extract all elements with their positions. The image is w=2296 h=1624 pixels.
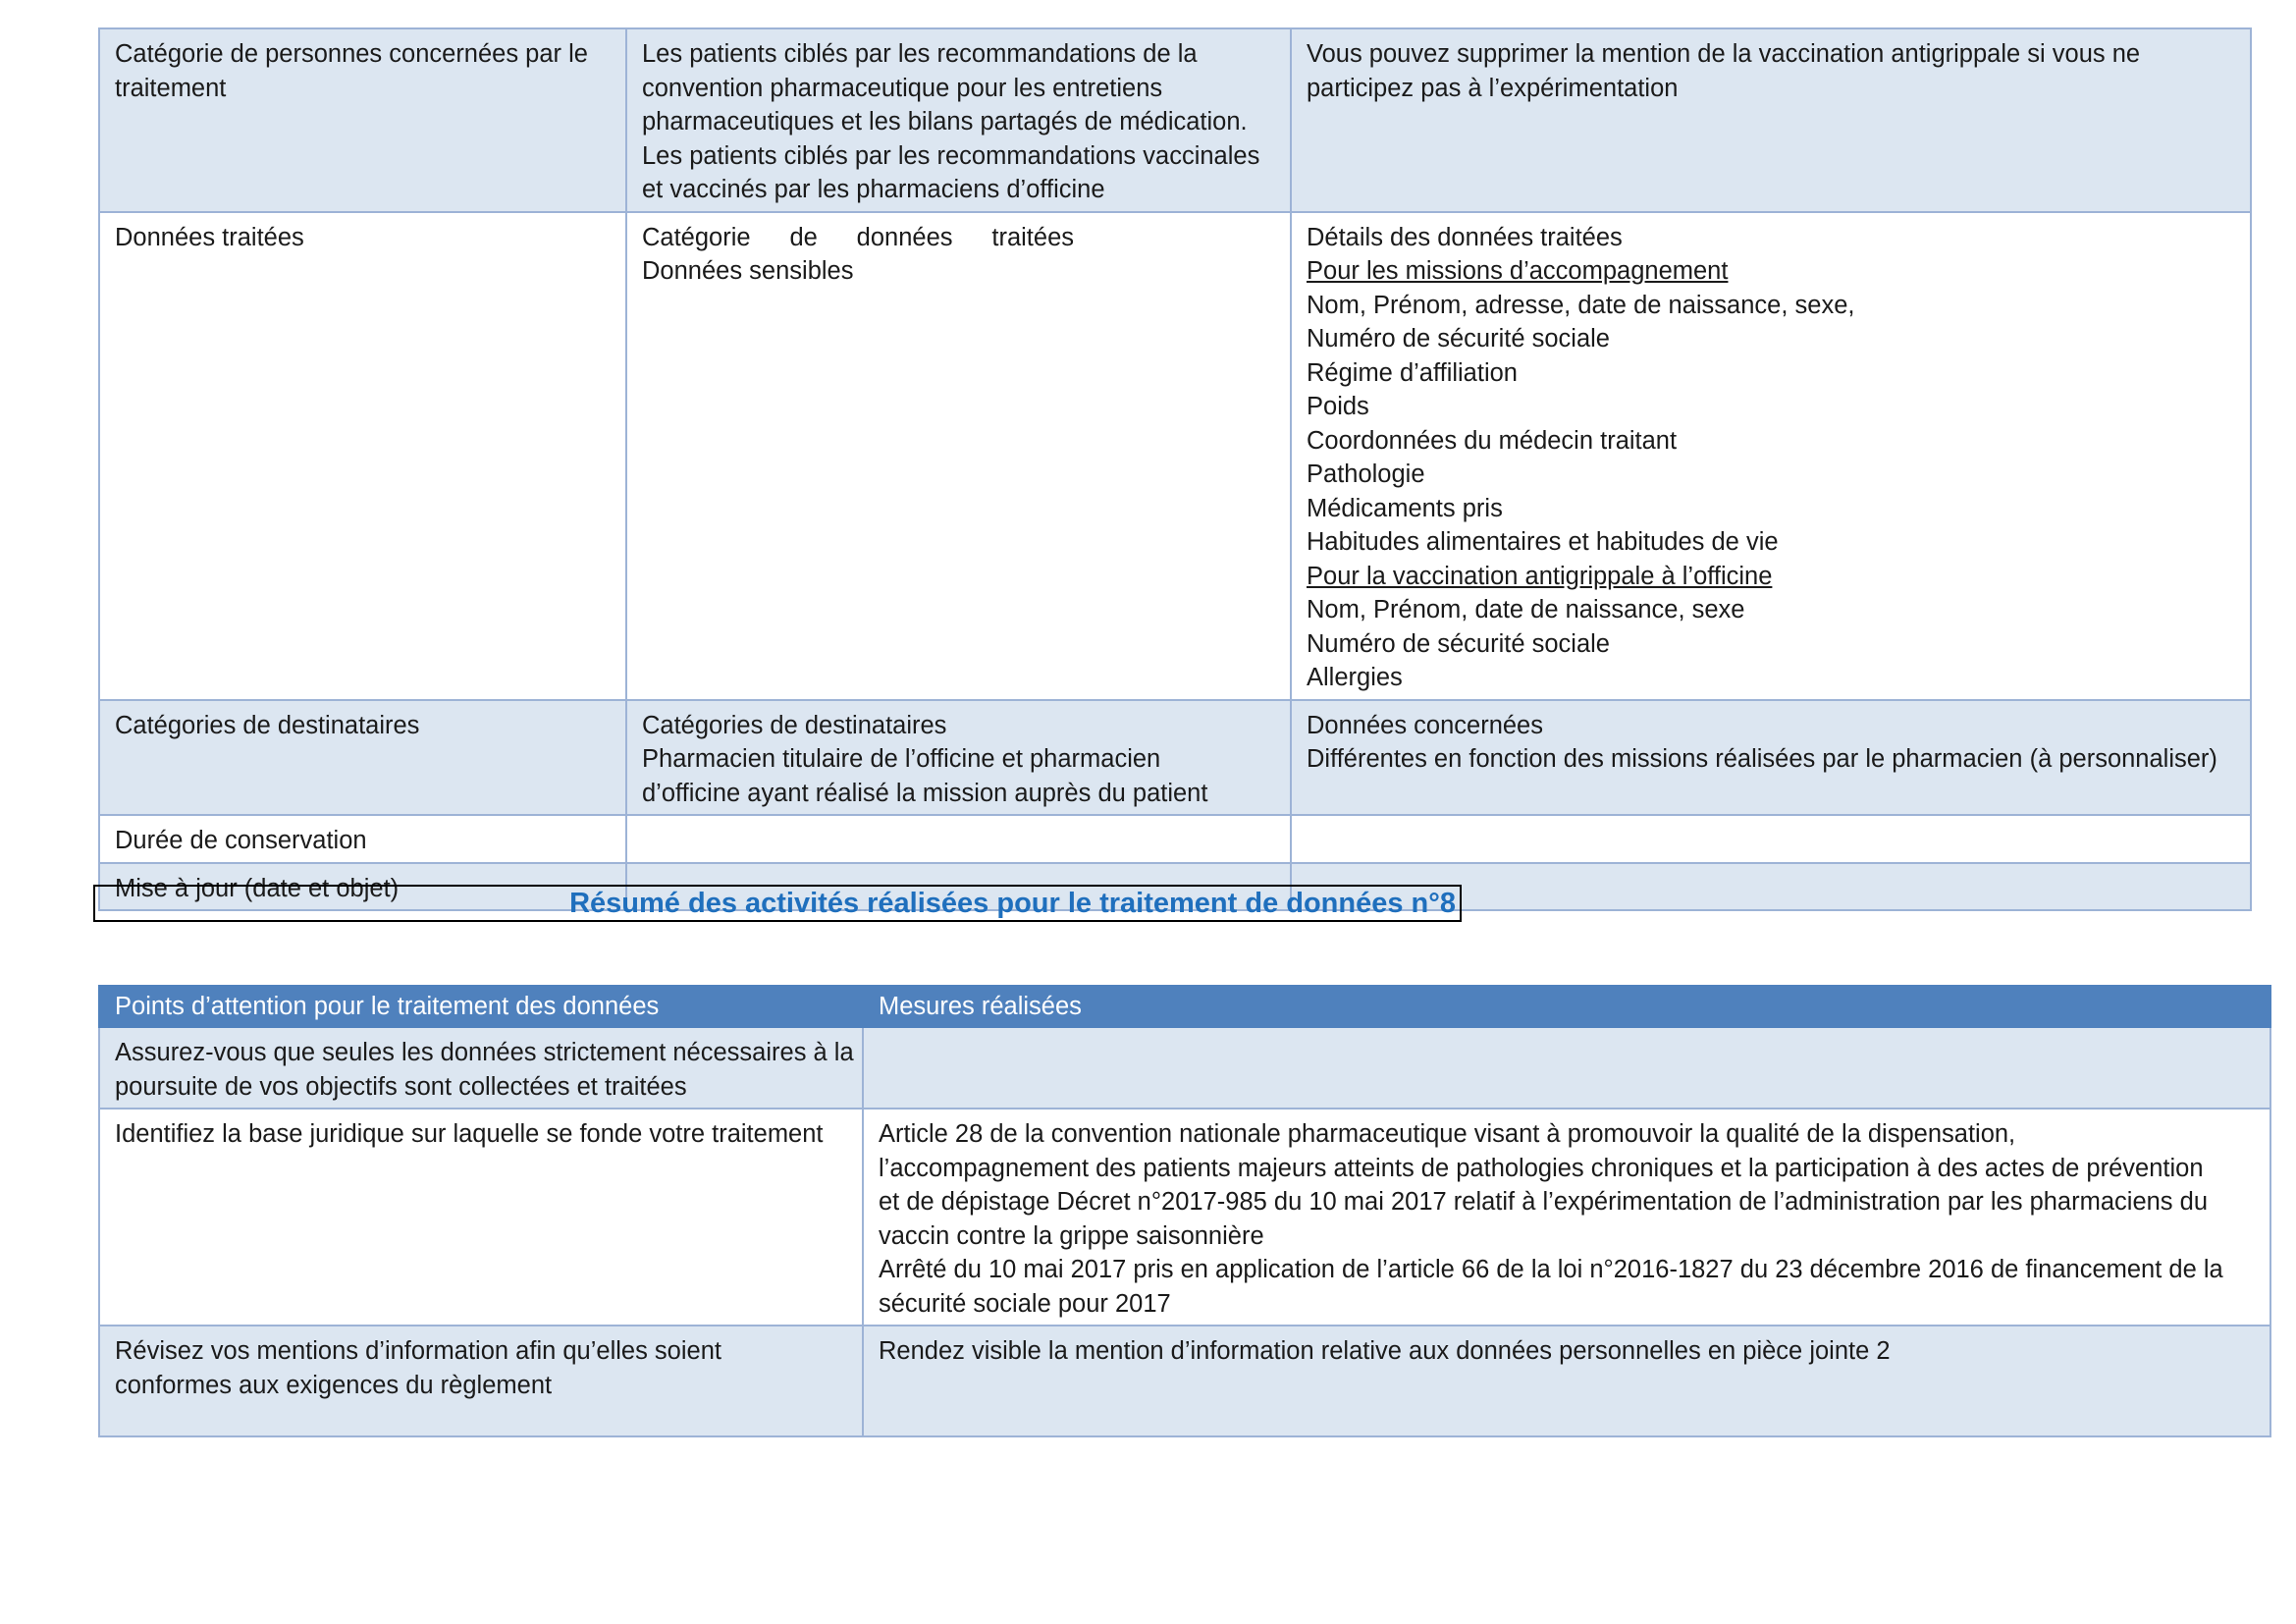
left-cell xyxy=(99,1109,863,1326)
text-line: Allergies xyxy=(1307,664,1403,691)
summary-title: Résumé des activités réalisées pour le traitement de données n°8 xyxy=(93,885,1462,922)
right-cell xyxy=(1291,212,2251,700)
text-line: vaccin contre la grippe saisonnière xyxy=(879,1221,1264,1250)
label-cell xyxy=(99,815,626,863)
right-cell xyxy=(1291,28,2251,212)
row-recipients xyxy=(99,700,2251,816)
right-cell xyxy=(863,1326,2270,1436)
middle-cell xyxy=(626,815,1291,863)
text-line: Rendez visible la mention d’information relative aux données personnelles en pièce jointe 2 xyxy=(879,1337,1891,1365)
section-heading: Pour les missions d’accompagnement xyxy=(1307,257,1729,285)
left-cell xyxy=(99,1027,863,1109)
text-line: et vaccinés par les pharmaciens d’officine xyxy=(642,176,1105,203)
text-line: Nom, Prénom, date de naissance, sexe xyxy=(1307,596,1745,623)
text-line: Catégories de destinataires xyxy=(642,711,947,739)
processing-record-table xyxy=(98,27,2252,911)
text-line: sécurité sociale pour 2017 xyxy=(879,1289,1171,1318)
section-heading: Pour la vaccination antigrippale à l’officine xyxy=(1307,562,1773,590)
text-line: traitement xyxy=(115,74,227,102)
text-line: Numéro de sécurité sociale xyxy=(1307,629,1610,658)
text-line: Catégorie de personnes concernées par le xyxy=(115,40,588,68)
text-line: Identifiez la base juridique sur laquelle se fonde votre traitement xyxy=(115,1120,824,1148)
column-header: Points d’attention pour le traitement des données xyxy=(115,993,660,1020)
text-line: poursuite de vos objectifs sont collectées et traitées xyxy=(115,1072,687,1101)
text-line: Médicaments pris xyxy=(1307,494,1503,522)
middle-cell xyxy=(626,212,1291,700)
label-cell xyxy=(99,700,626,816)
text-line: pharmaceutiques et les bilans partagés de médication. xyxy=(642,108,1248,135)
row-data-minimization xyxy=(99,1027,2270,1109)
text-line: et de dépistage Décret n°2017-985 du 10 mai 2017 relatif à l’expérimentation de l’administration par les pharmaciens du xyxy=(879,1188,2209,1216)
header-row xyxy=(99,986,2270,1027)
row-information-notice xyxy=(99,1326,2270,1436)
text-line: Article 28 de la convention nationale pharmaceutique visant à promouvoir la qualité de la dispensation, xyxy=(879,1120,2016,1148)
text-line: Catégories de destinataires xyxy=(115,711,420,739)
right-cell xyxy=(863,1109,2270,1326)
text-line: convention pharmaceutique pour les entretiens xyxy=(642,74,1163,102)
text-line: Coordonnées du médecin traitant xyxy=(1307,426,1678,455)
word: Catégorie xyxy=(642,223,751,251)
text-line: Arrêté du 10 mai 2017 pris en application de l’article 66 de la loi n°2016-1827 du 23 décembre 2016 de financement de la xyxy=(879,1256,2223,1283)
row-persons-concerned xyxy=(99,28,2251,212)
right-cell xyxy=(1291,815,2251,863)
text-line: Les patients ciblés par les recommandations de la xyxy=(642,40,1198,68)
measures-table xyxy=(98,985,2271,1437)
text-line: Pharmacien titulaire de l’officine et pharmacien xyxy=(642,745,1161,773)
left-cell xyxy=(99,1326,863,1436)
text-line: Les patients ciblés par les recommandations vaccinales xyxy=(642,141,1260,170)
middle-cell xyxy=(626,28,1291,212)
text-line: Données concernées xyxy=(1307,711,1543,739)
text-line: d’officine ayant réalisé la mission auprès du patient xyxy=(642,779,1208,807)
text-line: Assurez-vous que seules les données strictement nécessaires à la xyxy=(115,1039,854,1066)
text-line: Différentes en fonction des missions réalisées par le pharmacien (à personnaliser) xyxy=(1307,745,2217,773)
row-data-processed xyxy=(99,212,2251,700)
label-cell xyxy=(99,28,626,212)
text-line: Données traitées xyxy=(115,223,304,251)
column-header: Mesures réalisées xyxy=(879,993,1082,1020)
right-cell xyxy=(1291,700,2251,816)
header-cell xyxy=(863,986,2270,1027)
row-legal-basis xyxy=(99,1109,2270,1326)
details-heading: Détails des données traitées xyxy=(1307,223,1623,251)
text-line: participez pas à l’expérimentation xyxy=(1307,74,1679,102)
label-cell xyxy=(99,212,626,700)
word: données xyxy=(856,223,953,251)
text-line: Nom, Prénom, adresse, date de naissance, sexe, xyxy=(1307,291,1855,319)
text-line: Durée de conservation xyxy=(115,827,367,854)
text-line: conformes aux exigences du règlement xyxy=(115,1371,553,1399)
text-line: Données sensibles xyxy=(642,257,854,285)
header-cell xyxy=(99,986,863,1027)
text-line: l’accompagnement des patients majeurs atteints de pathologies chroniques et la participation à des actes de prévention xyxy=(879,1154,2204,1182)
justified-line xyxy=(642,221,1074,255)
text-line: Numéro de sécurité sociale xyxy=(1307,325,1610,352)
row-retention xyxy=(99,815,2251,863)
right-cell xyxy=(863,1027,2270,1109)
text-line: Vous pouvez supprimer la mention de la vaccination antigrippale si vous ne xyxy=(1307,40,2141,68)
text-line: Poids xyxy=(1307,393,1369,420)
text-line: Révisez vos mentions d’information afin qu’elles soient xyxy=(115,1337,721,1365)
middle-cell xyxy=(626,700,1291,816)
text-line: Régime d’affiliation xyxy=(1307,358,1518,387)
word: traitées xyxy=(991,223,1074,251)
word: de xyxy=(789,223,818,251)
text-line: Mise à jour (date et objet) xyxy=(115,874,400,902)
text-line: Pathologie xyxy=(1307,460,1425,488)
text-line: Habitudes alimentaires et habitudes de vie xyxy=(1307,528,1779,556)
